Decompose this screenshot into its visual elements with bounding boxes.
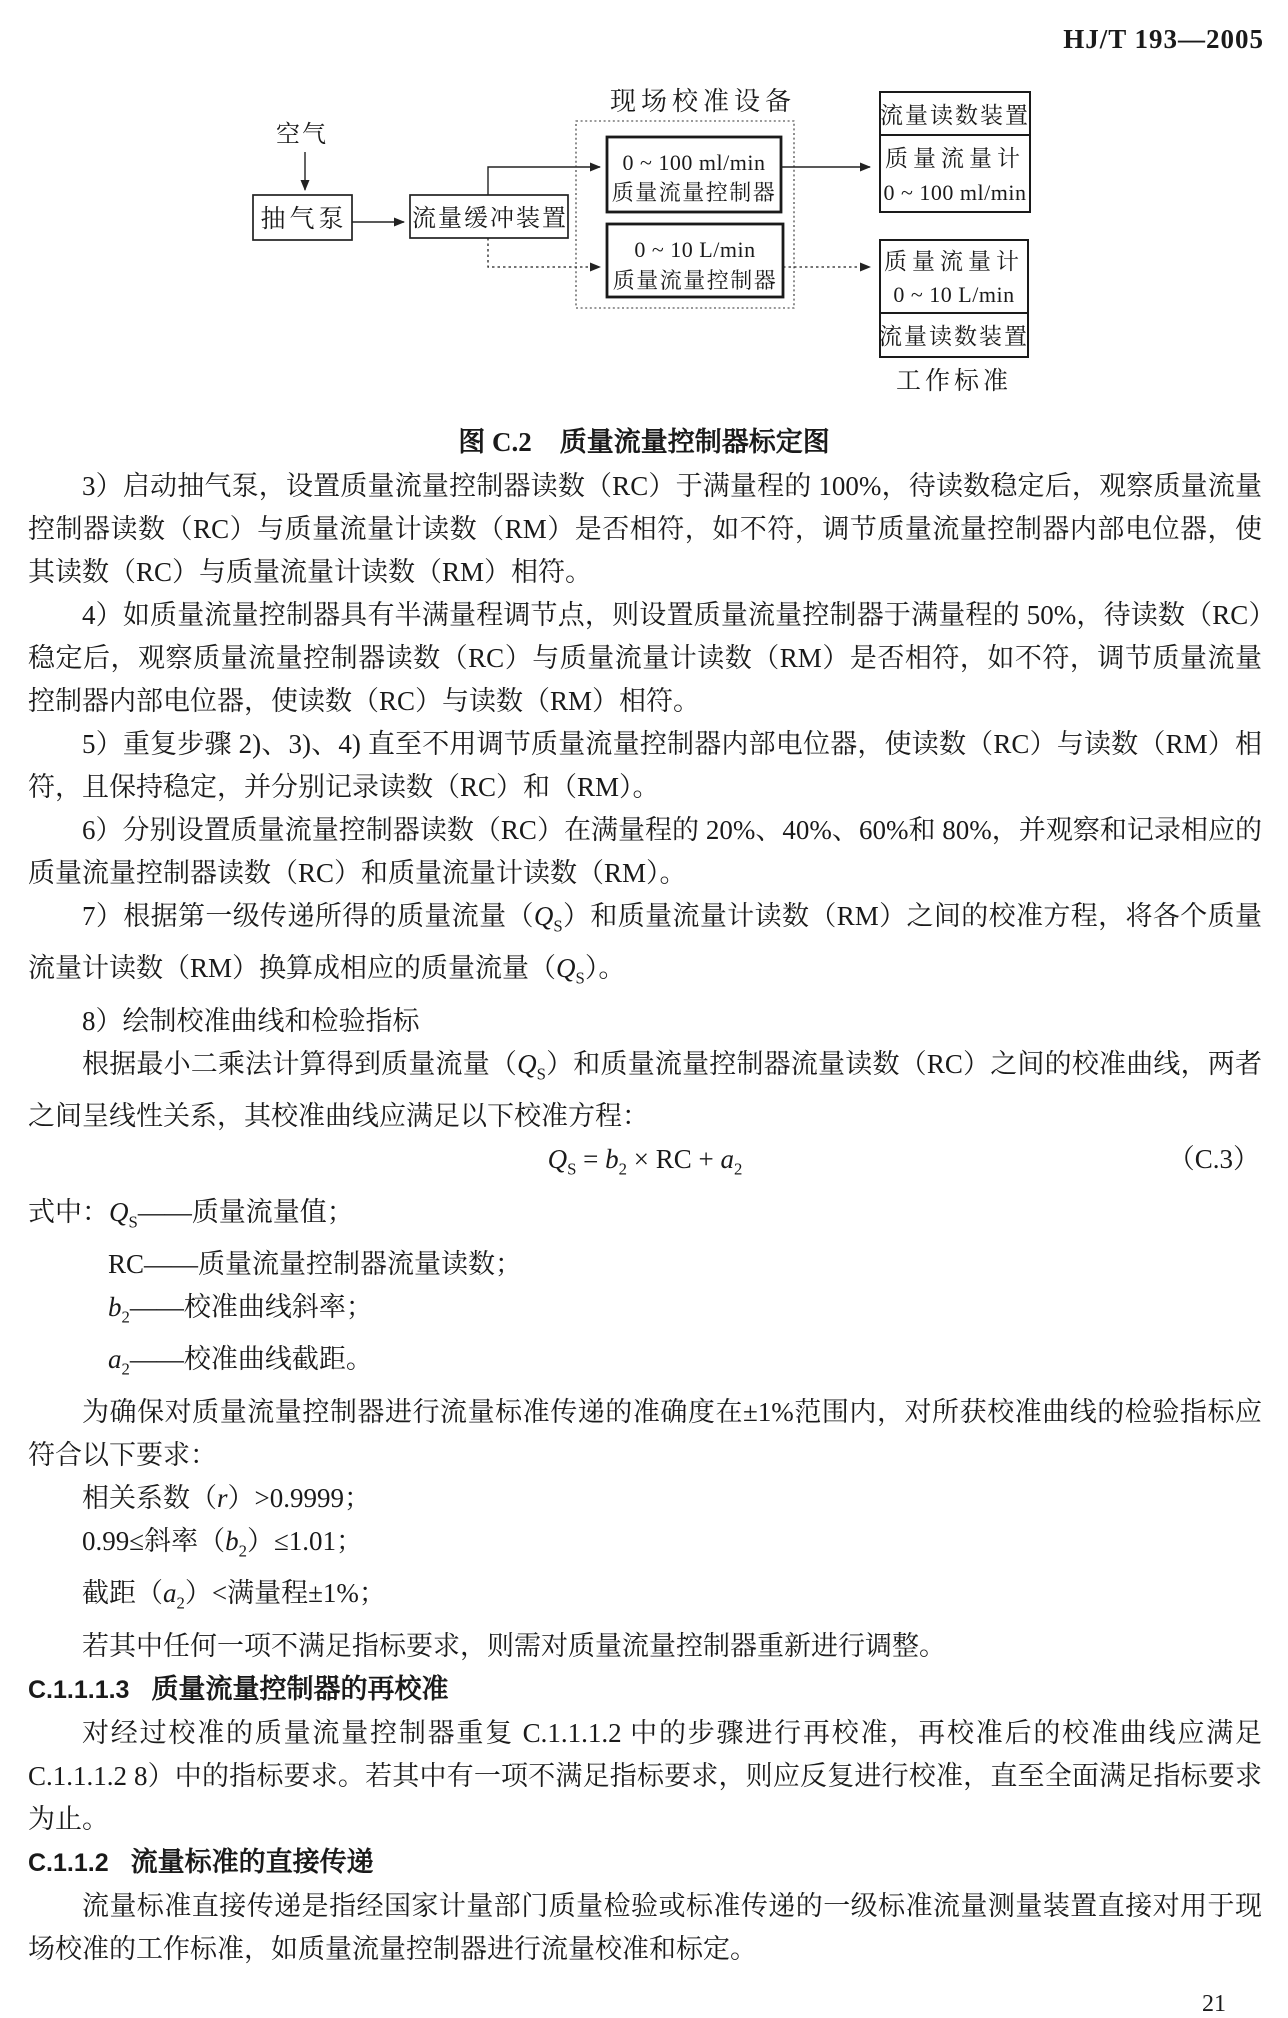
indicator-intercept: 截距$(a_2)<$满量程±1%； <box>82 1578 386 1613</box>
step-6-paragraph: 6）分别设置质量流量控制器读数（RC）在满量程的 20%、40%、60%和 80%，并观察和记录相应的质量流量控制器读数（RC）和质量流量计读数（RM）。 <box>28 815 1262 888</box>
meter-small-range: 0 ~ 100 ml/min <box>883 180 1027 205</box>
definition-rc: RC——质量流量控制器流量读数； <box>108 1248 523 1279</box>
mfc-large-name: 质量流量控制器 <box>612 268 778 293</box>
least-squares-paragraph: 根据最小二乘法计算得到质量流量$(Q_S)$和质量流量控制器流量读数（RC）之间的校准曲线，两者之间呈线性关系，其校准曲线应满足以下校准方程： <box>28 1048 1262 1132</box>
meter-large-range: 0 ~ 10 L/min <box>893 282 1015 307</box>
calibration-diagram <box>0 60 1288 408</box>
figure-c2 <box>0 60 1288 408</box>
pump-label: 抽气泵 <box>260 206 348 233</box>
mfc-small-range: 0 ~ 100 ml/min <box>622 150 766 175</box>
air-label: 空气 <box>276 122 328 148</box>
figure-caption-label: 图 C.2 <box>458 427 532 457</box>
meter-small-name: 质量流量计 <box>885 146 1025 171</box>
flow-reader-bottom-label: 流量读数装置 <box>879 324 1029 349</box>
figure-caption-title: 质量流量控制器标定图 <box>559 427 830 457</box>
buffer-to-mfc-large-dotted-line <box>488 238 600 267</box>
page-number: 21 <box>1202 1990 1226 2017</box>
step-4-paragraph: 4）如质量流量控制器具有半满量程调节点，则设置质量流量控制器于满量程的 50%，待读数（RC）稳定后，观察质量流量控制器读数（RC）与质量流量计读数（RM）是否相符，如不符，调节质量流量控制器内部电位器，使读数（RC）与读数（RM）相符。 <box>28 600 1262 716</box>
meter-large-name: 质量流量计 <box>884 249 1024 274</box>
working-standard-label: 工作标准 <box>895 368 1013 395</box>
heading-c1-1-1-3-title: 质量流量控制器的再校准 <box>151 1673 449 1704</box>
heading-c1-1-2-number: C.1.1.2 <box>28 1848 109 1877</box>
field-equipment-label: 现场校准设备 <box>609 87 797 116</box>
mfc-large-range: 0 ~ 10 L/min <box>634 237 756 262</box>
definition-qs: 式中：$Q_S——$质量流量值； <box>28 1196 354 1231</box>
step-7-paragraph: 7）根据第一级传递所得的质量流量$(Q_S)$和质量流量计读数（RM）之间的校准方程，将各个质量流量计读数（RM）换算成相应的质量流量$(Q_S)$。 <box>28 901 1262 988</box>
formula-c3 <box>28 1138 1262 1190</box>
standard-code-header: HJ/T 193—2005 <box>1063 24 1264 54</box>
flow-reader-top-label: 流量读数装置 <box>880 103 1030 128</box>
step-8-line: 8）绘制校准曲线和检验指标 <box>82 1005 420 1036</box>
buffer-to-mfc-small-line <box>488 167 600 195</box>
document-body <box>0 459 1288 1971</box>
indicator-slope: 0.99≤斜率$(b_2)\le 1.01$； <box>82 1525 364 1561</box>
formula-number: （C.3） <box>1167 1144 1260 1175</box>
step-5-paragraph: 5）重复步骤 2)、3)、4) 直至不用调节质量流量控制器内部电位器，使读数（RC）与读数（RM）相符，且保持稳定，并分别记录读数（RC）和（RM）。 <box>28 729 1262 802</box>
heading-c1-1-2 <box>28 1841 1262 1885</box>
figure-caption <box>0 420 1288 459</box>
recalibration-paragraph: 对经过校准的质量流量控制器重复 C.1.1.1.2 中的步骤进行再校准，再校准后的校准曲线应满足 C.1.1.1.2 8）中的指标要求。若其中有一项不满足指标要求，则应反复进行校准，直至全面满足指标要求为止。 <box>28 1717 1262 1834</box>
definition-b2: $b_2——$校准曲线斜率； <box>108 1291 373 1327</box>
definition-a2: $a_2——$校准曲线截距。 <box>108 1344 373 1379</box>
mfc-small-name: 质量流量控制器 <box>611 180 777 205</box>
heading-c1-1-2-title: 流量标准的直接传递 <box>130 1846 374 1877</box>
readjust-note-line: 若其中任何一项不满足指标要求，则需对质量流量控制器重新进行调整。 <box>82 1630 946 1661</box>
buffer-label: 流量缓冲装置 <box>412 206 568 232</box>
accuracy-requirement-paragraph: 为确保对质量流量控制器进行流量标准传递的准确度在±1%范围内，对所获校准曲线的检验指标应符合以下要求： <box>28 1396 1262 1470</box>
heading-c1-1-1-3 <box>28 1668 1262 1712</box>
heading-c1-1-1-3-number: C.1.1.1.3 <box>28 1675 130 1704</box>
direct-transfer-paragraph: 流量标准直接传递是指经国家计量部门质量检验或标准传递的一级标准流量测量装置直接对用于现场校准的工作标准，如质量流量控制器进行流量校准和标定。 <box>28 1890 1262 1964</box>
formula-expression: $Q_S = b_2$ × RC + $a_2$ <box>547 1144 743 1179</box>
step-3-paragraph: 3）启动抽气泵，设置质量流量控制器读数（RC）于满量程的 100%，待读数稳定后，观察质量流量控制器读数（RC）与质量流量计读数（RM）是否相符，如不符，调节质量流量控制器内部电位器，使其读数（RC）与质量流量计读数（RM）相符。 <box>28 471 1262 587</box>
indicator-correlation: 相关系数（r）>0.9999； <box>82 1482 371 1513</box>
